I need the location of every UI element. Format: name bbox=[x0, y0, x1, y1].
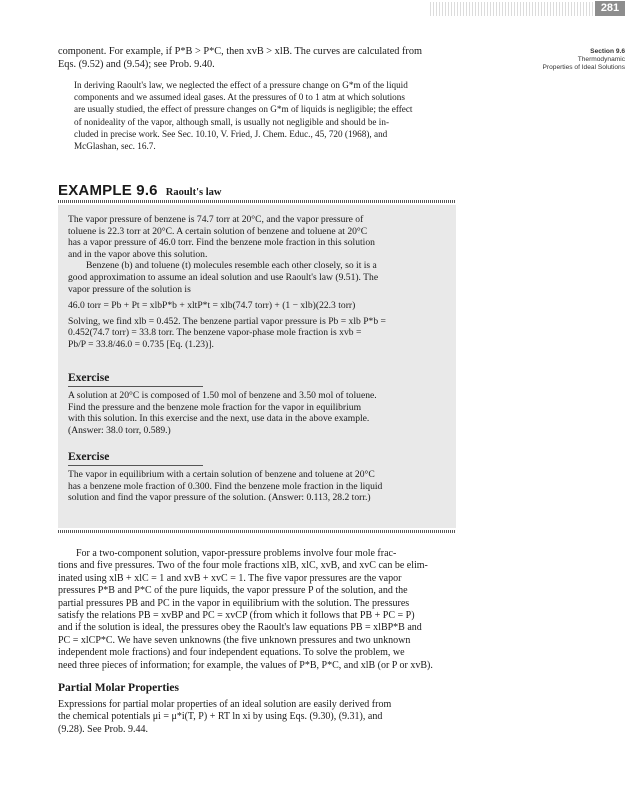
body-line: pressures P*B and P*C of the pure liquids, the vapor pressure P of the solution, and the bbox=[58, 585, 408, 597]
example-line: Benzene (b) and toluene (t) molecules resemble each other closely, so it is a bbox=[86, 260, 377, 272]
exercise-line: has a benzene mole fraction of 0.300. Find the benzene mole fraction in the liquid bbox=[68, 480, 383, 492]
note-line: McGlashan, sec. 16.7. bbox=[74, 141, 156, 152]
example-line: good approximation to assume an ideal solution and use Raoult's law (9.51). The bbox=[68, 271, 379, 283]
note-line: components and we assumed ideal gases. At the pressures of 0 to 1 atm at which solutions bbox=[74, 92, 405, 103]
example-title: Raoult's law bbox=[165, 187, 222, 198]
exercise-line: with this solution. In this exercise and the next, use data in the above example. bbox=[68, 413, 370, 425]
exercise-1-rule bbox=[68, 386, 203, 387]
body-line: PC = xlCP*C. We have seven unknowns (the five unknown pressures and two unknown bbox=[58, 634, 411, 646]
example-line: and in the vapor above this solution. bbox=[68, 248, 208, 260]
exercise-2-rule bbox=[68, 465, 203, 466]
body-line: tions and five pressures. Two of the four mole fractions xlB, xlC, xvB, and xvC can be elim- bbox=[58, 560, 428, 572]
example-top-rule bbox=[58, 200, 456, 203]
example-body bbox=[68, 214, 451, 351]
example-heading bbox=[58, 182, 478, 200]
note-line: cluded in precise work. See Sec. 10.10, V. Fried, J. Chem. Educ., 45, 720 (1968), and bbox=[74, 128, 388, 139]
section-label: Section 9.6 bbox=[590, 48, 625, 55]
exercise-2-heading: Exercise bbox=[68, 451, 110, 463]
example-line: vapor pressure of the solution is bbox=[68, 283, 191, 295]
exercise-1-heading: Exercise bbox=[68, 372, 110, 384]
exercise-line: The vapor in equilibrium with a certain solution of benzene and toluene at 20°C bbox=[68, 469, 375, 480]
example-line: has a vapor pressure of 46.0 torr. Find the benzene mole fraction in this solution bbox=[68, 237, 375, 249]
partial-line: (9.28). See Prob. 9.44. bbox=[58, 723, 148, 735]
body-line: need three pieces of information; for example, the values of P*B, P*C, and xlB (or P or xvB). bbox=[58, 659, 433, 671]
body-line: inated using xlB + xlC = 1 and xvB + xvC = 1. The five vapor pressures are the vapor bbox=[58, 572, 402, 584]
example-label: EXAMPLE 9.6 bbox=[58, 182, 158, 199]
exercise-2-body bbox=[68, 469, 451, 504]
chapter-title-line-2: Properties of Ideal Solutions bbox=[542, 64, 625, 71]
example-line: Pb/P = 33.8/46.0 = 0.735 [Eq. (1.23)]. bbox=[68, 338, 214, 350]
note-line: In deriving Raoult's law, we neglected the effect of a pressure change on G*m of the liquid bbox=[74, 80, 408, 90]
page-number: 281 bbox=[595, 1, 625, 16]
body-paragraph bbox=[58, 548, 458, 672]
body-line: independent mole fractions) and four independent equations. To solve the problem, we bbox=[58, 647, 405, 659]
partial-line: the chemical potentials μi = μ*i(T, P) + RT ln xi by using Eqs. (9.30), (9.31), and bbox=[58, 711, 383, 723]
body-line: and if the solution is ideal, the pressures obey the Raoult's law equations PB = xlBP*B and bbox=[58, 622, 422, 634]
intro-line: component. For example, if P*B > P*C, then xvB > xlB. The curves are calculated from bbox=[58, 46, 423, 57]
note-line: of nonideality of the vapor, although small, is usually not negligible and should be in- bbox=[74, 116, 390, 127]
note-line: are usually studied, the effect of pressure changes on G*m of liquids is negligible; the effect bbox=[74, 104, 413, 115]
partial-line: Expressions for partial molar properties of an ideal solution are easily derived from bbox=[58, 699, 392, 710]
exercise-line: A solution at 20°C is composed of 1.50 mol of benzene and 3.50 mol of toluene. bbox=[68, 390, 377, 401]
partial-molar-heading: Partial Molar Properties bbox=[58, 682, 179, 694]
exercise-1-body bbox=[68, 390, 451, 436]
note-paragraph bbox=[74, 79, 458, 152]
exercise-line: Find the pressure and the benzene mole fraction for the vapor in equilibrium bbox=[68, 401, 362, 413]
example-bottom-rule bbox=[58, 530, 456, 533]
exercise-line: solution and find the vapor pressure of the solution. (Answer: 0.113, 28.2 torr.) bbox=[68, 492, 371, 504]
example-line: toluene is 22.3 torr at 20°C. A certain solution of benzene and toluene at 20°C bbox=[68, 225, 368, 237]
partial-molar-body bbox=[58, 699, 458, 736]
example-equation: 46.0 torr = Pb + Pt = xlbP*b + xltP*t = xlb(74.7 torr) + (1 − xlb)(22.3 torr) bbox=[68, 300, 356, 312]
chapter-title-line-1: Thermodynamic bbox=[577, 56, 625, 63]
body-line: satisfy the relations PB = xvBP and PC = xvCP (from which it follows that PB + PC = P) bbox=[58, 610, 415, 622]
exercise-line: (Answer: 38.0 torr, 0.589.) bbox=[68, 424, 171, 436]
example-line: 0.452(74.7 torr) = 33.8 torr. The benzene vapor-phase mole fraction is xvb = bbox=[68, 327, 362, 339]
body-line: For a two-component solution, vapor-pressure problems involve four mole frac- bbox=[76, 548, 397, 559]
example-line: The vapor pressure of benzene is 74.7 torr at 20°C, and the vapor pressure of bbox=[68, 214, 364, 225]
intro-line: Eqs. (9.52) and (9.54); see Prob. 9.40. bbox=[58, 58, 215, 70]
intro-text bbox=[58, 46, 453, 71]
example-line: Solving, we find xlb = 0.452. The benzene partial vapor pressure is Pb = xlb P*b = bbox=[68, 315, 386, 327]
body-line: partial pressures PB and PC in the vapor in equilibrium with the solution. The pressures bbox=[58, 597, 410, 609]
